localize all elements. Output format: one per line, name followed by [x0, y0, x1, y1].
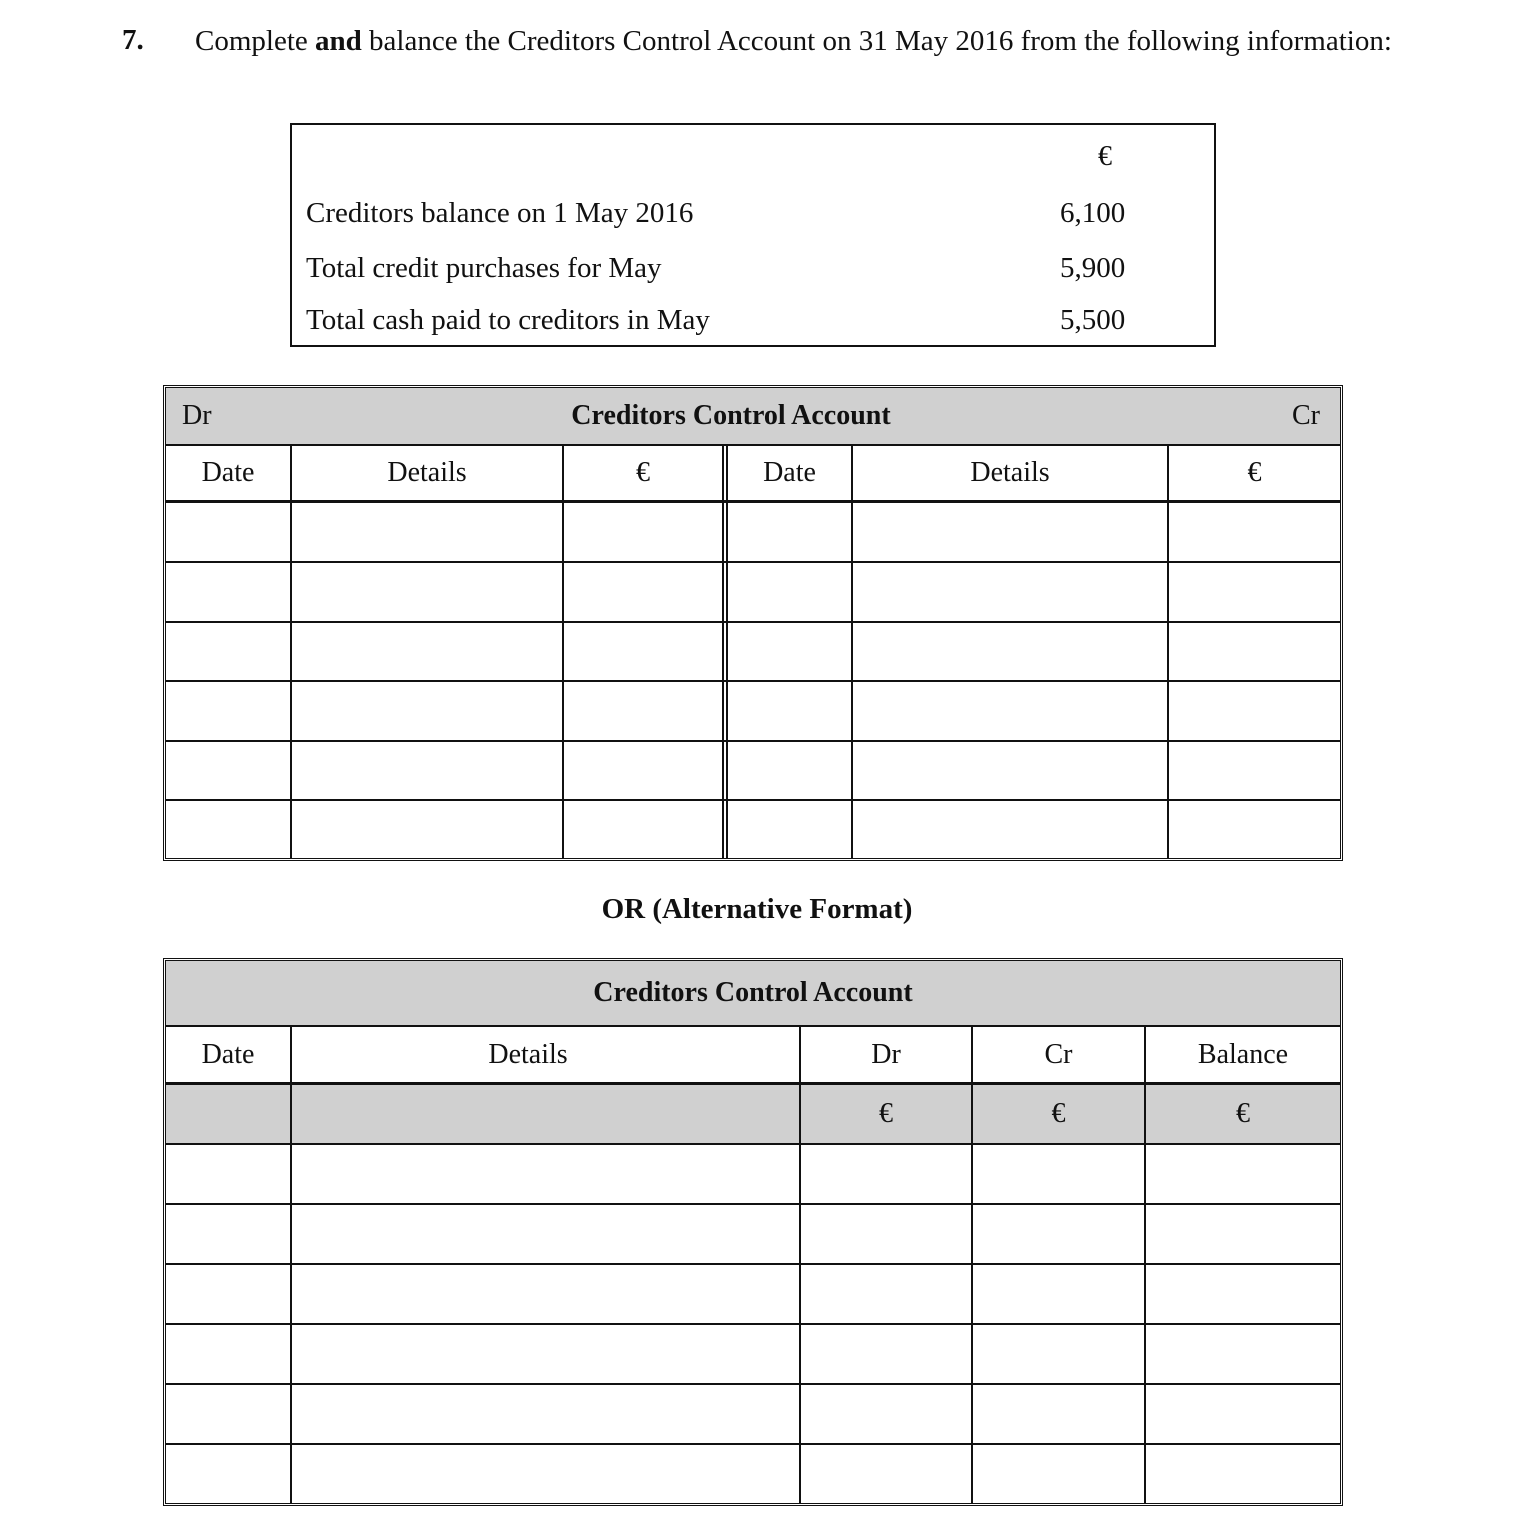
divider: [166, 1203, 1340, 1205]
details-header: Details: [488, 1038, 568, 1070]
information-box: [290, 123, 1216, 347]
divider: [290, 444, 292, 858]
divider: [166, 1383, 1340, 1385]
info-label: Total cash paid to creditors in May: [306, 304, 710, 336]
t-account-title: Creditors Control Account: [571, 400, 891, 431]
cr-details-header: Details: [970, 457, 1050, 488]
dr-label: Dr: [182, 400, 212, 431]
cr-date-header: Date: [763, 457, 816, 488]
dr-details-header: Details: [387, 457, 467, 488]
divider: [166, 561, 1340, 563]
cr-label: Cr: [1292, 400, 1320, 431]
divider: [166, 1143, 1340, 1145]
question-text-bold: and: [315, 25, 362, 57]
info-row: [306, 252, 1206, 288]
divider: [290, 1025, 292, 1503]
info-currency-header: €: [1098, 141, 1112, 172]
cr-currency: €: [1051, 1098, 1066, 1129]
divider: [851, 444, 853, 858]
info-amount: 5,500: [1060, 304, 1126, 336]
info-row: [306, 197, 1206, 233]
info-label: Total credit purchases for May: [306, 252, 662, 284]
question-text: [195, 24, 1395, 58]
balance-header: Balance: [1197, 1038, 1289, 1070]
info-label: Creditors balance on 1 May 2016: [306, 197, 694, 229]
dr-currency: €: [879, 1098, 893, 1129]
cr-amount-header: €: [1247, 457, 1262, 488]
divider: [562, 444, 564, 858]
balance-currency: €: [1236, 1098, 1250, 1129]
question-text-end: balance the Creditors Control Account on 31 May 2016 from the following information:: [361, 25, 1392, 57]
info-amount: 5,900: [1060, 252, 1126, 284]
divider: [166, 1263, 1340, 1265]
divider: [166, 1323, 1340, 1325]
running-account-title: Creditors Control Account: [593, 977, 913, 1008]
center-divider: [722, 444, 728, 858]
dr-date-header: Date: [201, 457, 255, 488]
dr-amount-header: €: [636, 457, 650, 488]
info-row: [306, 304, 1206, 340]
divider: [166, 740, 1340, 742]
date-header: Date: [201, 1038, 255, 1070]
question-text-start: Complete: [195, 25, 316, 57]
question-number: 7.: [122, 24, 144, 56]
divider: [166, 680, 1340, 682]
t-account-table: [163, 385, 1343, 861]
cr-header: Cr: [1044, 1038, 1073, 1070]
alternative-format-label: OR (Alternative Format): [601, 893, 913, 925]
divider: [166, 621, 1340, 623]
dr-header: Dr: [871, 1038, 901, 1070]
divider: [1167, 444, 1169, 858]
info-amount: 6,100: [1060, 197, 1126, 229]
running-balance-table: [163, 958, 1343, 1506]
divider: [166, 799, 1340, 801]
divider: [166, 500, 1340, 503]
divider: [166, 1443, 1340, 1445]
